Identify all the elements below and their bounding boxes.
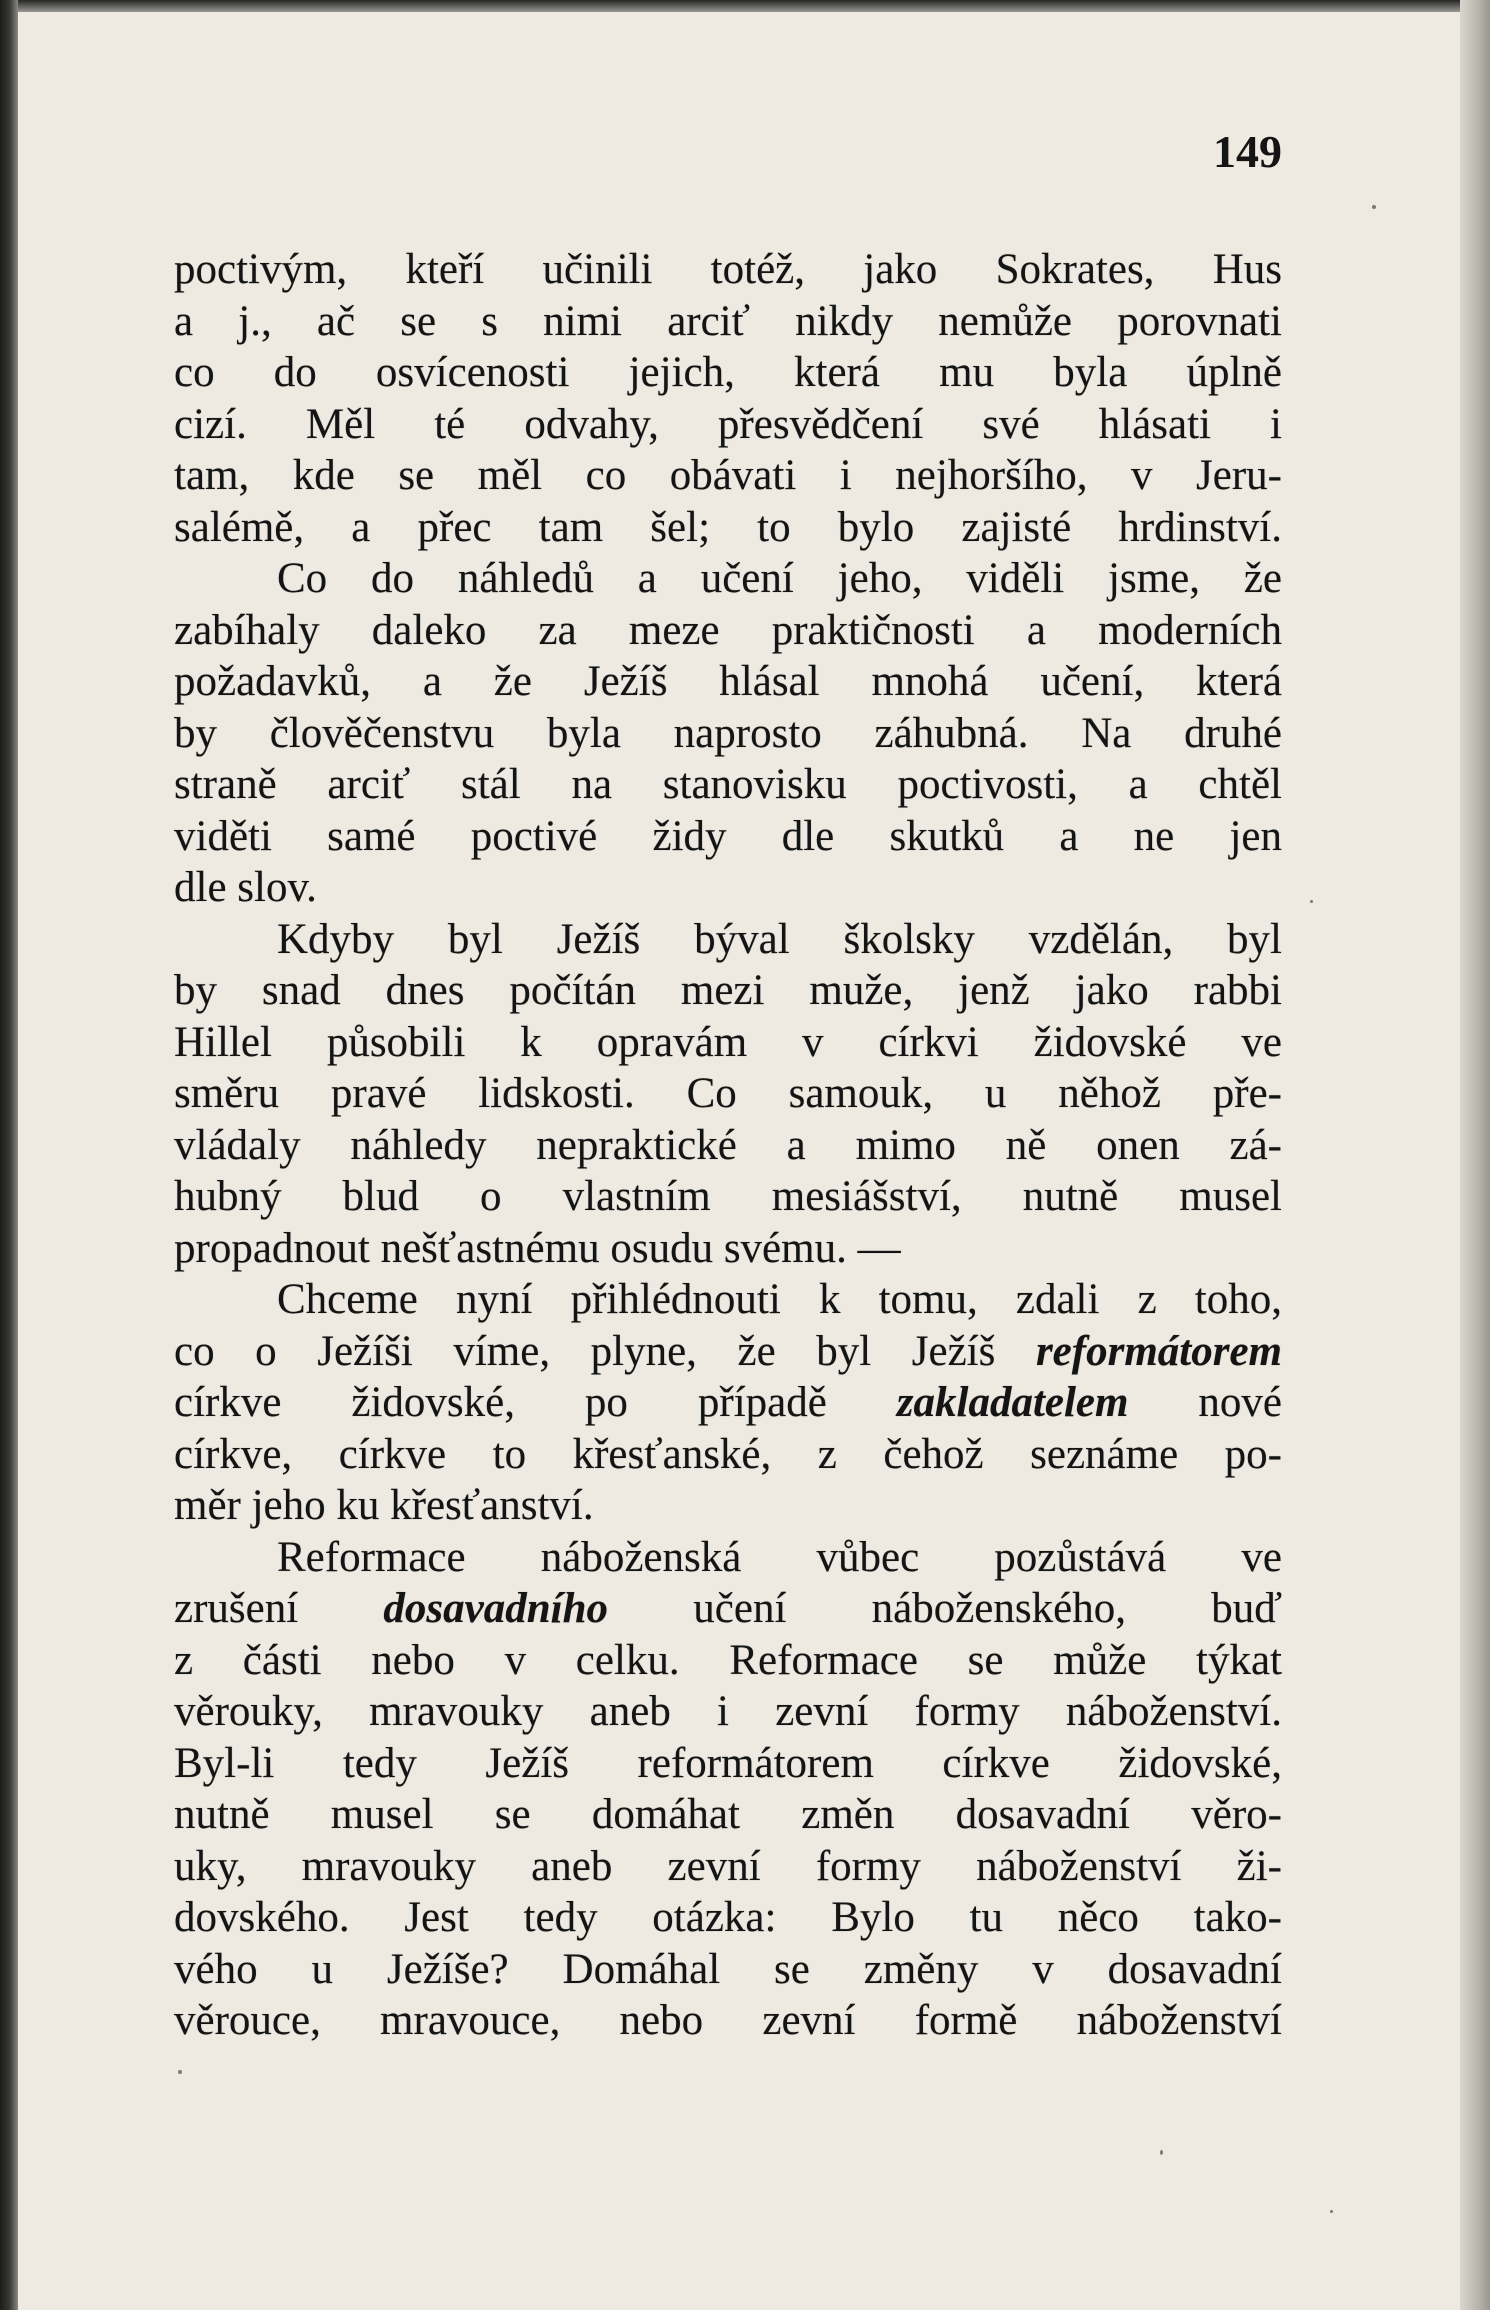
line-text-after: nové [1128, 1379, 1282, 1426]
text-line [174, 1068, 1282, 1120]
line-text: Reformace náboženská vůbec pozůstává ve [277, 1533, 1282, 1581]
text-line [174, 1120, 1282, 1172]
text-line [174, 1223, 1282, 1275]
line-text: zrušení [174, 1585, 384, 1632]
scan-edge-top [0, 0, 1490, 12]
page-number: 149 [1213, 126, 1282, 177]
line-text: by člověčenstvu byla naprosto záhubná. Na druhé [174, 709, 1282, 757]
paper-speck [178, 2070, 182, 2074]
line-text: dovského. Jest tedy otázka: Bylo tu něco tako- [174, 1894, 1282, 1941]
text-line [174, 1429, 1282, 1481]
text-line [174, 1841, 1282, 1893]
text-line [174, 1274, 1282, 1326]
line-text-after: učení náboženského, buď [608, 1585, 1282, 1632]
line-text: církve, církve to křesťanské, z čehož seznáme po- [174, 1430, 1282, 1478]
text-line [174, 862, 1282, 914]
line-text: požadavků, a že Ježíš hlásal mnohá učení, která [174, 658, 1282, 705]
text-line [174, 450, 1282, 502]
text-line [174, 1171, 1282, 1223]
line-text: vého u Ježíše? Domáhal se změny v dosavadní [174, 1945, 1282, 1993]
text-line [174, 1532, 1282, 1584]
text-line [174, 605, 1282, 657]
line-text: směru pravé lidskosti. Co samouk, u něhož pře- [174, 1070, 1282, 1117]
line-text: viděti samé poctivé židy dle skutků a ne jen [174, 812, 1282, 860]
line-text: poctivým, kteří učinili totéž, jako Sokrates, Hus [174, 246, 1282, 293]
text-line [174, 244, 1282, 296]
line-text: zabíhaly daleko za meze praktičnosti a moderních [174, 606, 1282, 654]
body-text [174, 244, 1282, 2047]
line-text: by snad dnes počítán mezi muže, jenž jako rabbi [174, 967, 1282, 1014]
text-line [174, 708, 1282, 760]
line-text: cizí. Měl té odvahy, přesvědčení své hlásati i [174, 400, 1282, 448]
line-text: církve židovské, po případě [174, 1379, 897, 1426]
line-text: věrouky, mravouky aneb i zevní formy náboženství. [174, 1688, 1282, 1735]
text-line [174, 1635, 1282, 1687]
line-text: Kdyby byl Ježíš býval školsky vzdělán, byl [277, 915, 1282, 963]
line-text: Chceme nyní přihlédnouti k tomu, zdali z toho, [277, 1276, 1282, 1323]
text-line [174, 759, 1282, 811]
text-line [174, 1017, 1282, 1069]
line-text: uky, mravouky aneb zevní formy náboženství ži- [174, 1842, 1282, 1890]
text-line [174, 502, 1282, 554]
emphasized-word: reformátorem [1035, 1327, 1282, 1375]
text-line [174, 656, 1282, 708]
text-line [174, 399, 1282, 451]
line-text: Byl-li tedy Ježíš reformátorem církve židovské, [174, 1739, 1282, 1787]
line-text: vládaly náhledy nepraktické a mimo ně onen zá- [174, 1121, 1282, 1169]
emphasized-word: zakladatelem [896, 1379, 1129, 1426]
line-text: Co do náhledů a učení jeho, viděli jsme, že [277, 555, 1282, 602]
text-line [174, 1583, 1282, 1635]
line-text: tam, kde se měl co obávati i nejhoršího, v Jeru- [174, 452, 1282, 499]
text-line [174, 1789, 1282, 1841]
text-line [174, 1738, 1282, 1790]
paper-speck [1310, 900, 1313, 903]
text-line [174, 553, 1282, 605]
text-line [174, 1377, 1282, 1429]
line-text: co do osvícenosti jejich, která mu byla úplně [174, 349, 1282, 396]
text-line [174, 296, 1282, 348]
paper-speck [1330, 2210, 1333, 2213]
text-line [174, 1995, 1282, 2047]
line-text: salémě, a přec tam šel; to bylo zajisté hrdinství. [174, 503, 1282, 551]
text-line [174, 811, 1282, 863]
scan-edge-right [1460, 0, 1490, 2310]
line-text: co o Ježíši víme, plyne, že byl Ježíš [174, 1327, 1036, 1375]
paper-speck [1160, 2150, 1163, 2155]
line-text: a j., ač se s nimi arciť nikdy nemůže porovnati [174, 297, 1282, 345]
line-text: propadnout nešťastnému osudu svému. — [174, 1224, 901, 1272]
text-line [174, 347, 1282, 399]
line-text: z části nebo v celku. Reformace se může týkat [174, 1636, 1282, 1684]
scan-edge-left [0, 0, 18, 2310]
line-text: Hillel působili k opravám v církvi židovské ve [174, 1018, 1282, 1066]
text-line [174, 1326, 1282, 1378]
emphasized-word: dosavadního [383, 1585, 609, 1632]
line-text: měr jeho ku křesťanství. [174, 1482, 594, 1529]
text-line [174, 914, 1282, 966]
line-text: věrouce, mravouce, nebo zevní formě náboženství [174, 1997, 1282, 2044]
line-text: straně arciť stál na stanovisku poctivosti, a chtěl [174, 761, 1282, 808]
line-text: nutně musel se domáhat změn dosavadní věro- [174, 1791, 1282, 1838]
text-line [174, 1944, 1282, 1996]
line-text: dle slov. [174, 864, 317, 911]
text-line [174, 965, 1282, 1017]
text-line [174, 1892, 1282, 1944]
paper-speck [1372, 205, 1376, 209]
text-line [174, 1686, 1282, 1738]
text-line [174, 1480, 1282, 1532]
line-text: hubný blud o vlastním mesiášství, nutně musel [174, 1173, 1282, 1220]
